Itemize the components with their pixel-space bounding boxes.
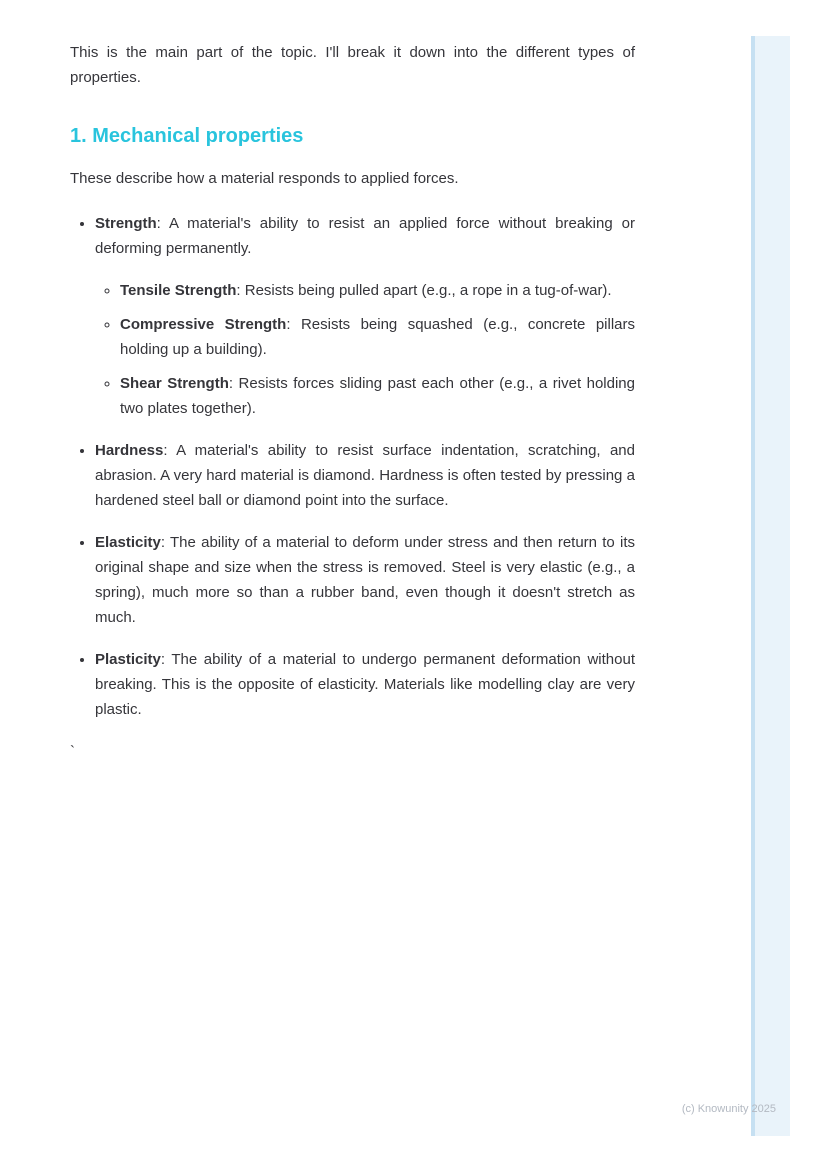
definition-tensile-strength: : Resists being pulled apart (e.g., a rope in a tug-of-war). — [236, 282, 612, 299]
list-item-tensile-strength — [120, 278, 635, 303]
section-heading: 1. Mechanical properties — [70, 125, 304, 147]
definition-shear-strength: : Resists forces sliding past each other (e.g., a rivet holding two plates together). — [120, 375, 635, 417]
term-plasticity: Plasticity — [95, 651, 161, 668]
definition-plasticity: : The ability of a material to undergo permanent deformation without breaking. This is the opposite of elasticity. Materials like modelling clay are very plastic. — [95, 651, 635, 718]
page-edge-stripe — [751, 36, 790, 1136]
term-strength: Strength — [95, 215, 157, 232]
list-item-strength — [95, 211, 635, 421]
list-item-plasticity — [95, 647, 635, 722]
document-content — [70, 40, 635, 764]
definition-elasticity: : The ability of a material to deform under stress and then return to its original shape and size when the stress is removed. Steel is very elastic (e.g., a spring), much more so than a rubber band, even though it doesn't stretch as much. — [95, 534, 635, 626]
intro-paragraph: This is the main part of the topic. I'll break it down into the different types of properties. — [70, 44, 635, 86]
properties-list — [70, 211, 635, 722]
section-subtitle: These describe how a material responds to applied forces. — [70, 170, 459, 187]
list-item-hardness — [95, 438, 635, 513]
list-item-shear-strength — [120, 371, 635, 421]
term-elasticity: Elasticity — [95, 534, 161, 551]
definition-strength: : A material's ability to resist an applied force without breaking or deforming permanently. — [95, 215, 635, 257]
list-item-compressive-strength — [120, 312, 635, 362]
definition-hardness: : A material's ability to resist surface indentation, scratching, and abrasion. A very hard material is diamond. Hardness is often tested by pressing a hardened steel ball or diamond point into the surface. — [95, 442, 635, 509]
stray-backtick: ` — [70, 743, 75, 760]
term-shear-strength: Shear Strength — [120, 375, 229, 392]
strength-sub-list — [95, 278, 635, 421]
watermark-text: (c) Knowunity 2025 — [681, 1103, 776, 1115]
term-tensile-strength: Tensile Strength — [120, 282, 237, 299]
list-item-elasticity — [95, 530, 635, 630]
term-compressive-strength: Compressive Strength — [120, 316, 287, 333]
definition-compressive-strength: : Resists being squashed (e.g., concrete pillars holding up a building). — [120, 316, 635, 358]
term-hardness: Hardness — [95, 442, 164, 459]
